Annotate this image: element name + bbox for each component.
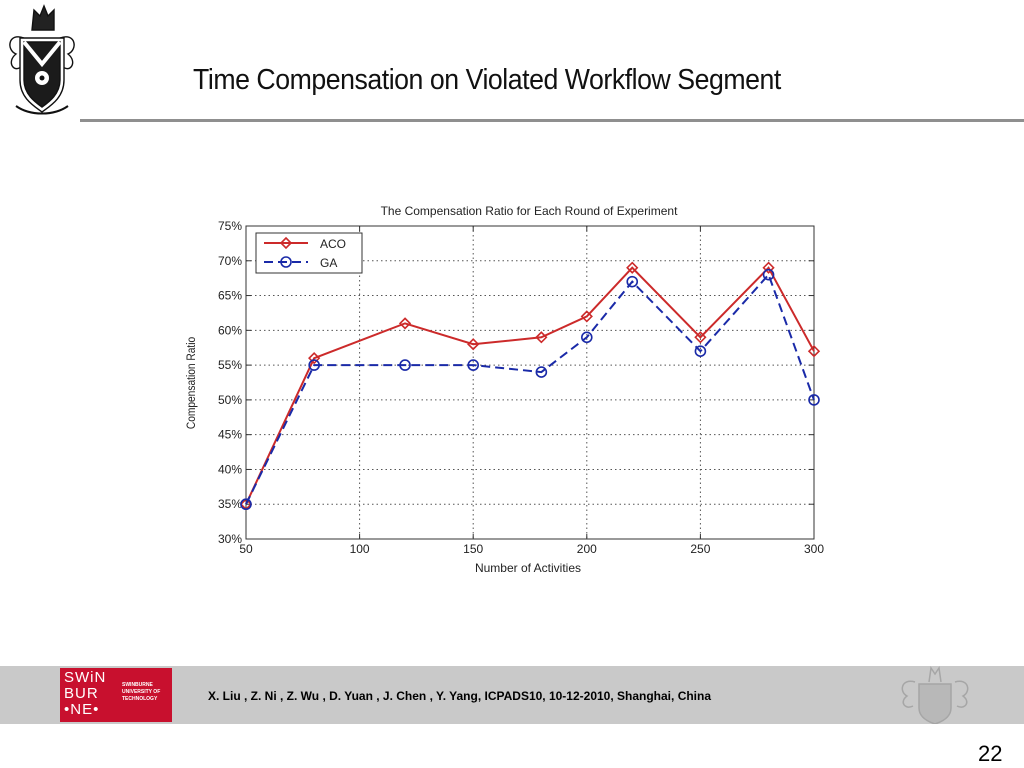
- y-tick-label: 60%: [217, 323, 242, 338]
- y-tick-label: 70%: [217, 253, 242, 268]
- logo-university-name: SWINBURNE UNIVERSITY OF TECHNOLOGY: [122, 682, 161, 702]
- y-tick-label: 45%: [217, 427, 242, 442]
- swinburne-logo: [60, 668, 172, 722]
- x-tick-label: 300: [803, 542, 825, 556]
- x-axis-label: Number of Activities: [474, 561, 582, 575]
- y-tick-label: 75%: [217, 219, 242, 233]
- series-aco: [241, 263, 819, 509]
- y-axis-label: Compensation Ratio: [185, 336, 199, 430]
- compensation-ratio-chart: [180, 198, 840, 582]
- series-line-aco: [246, 268, 814, 504]
- x-tick-label: 200: [576, 542, 597, 556]
- slide-title: Time Compensation on Violated Workflow Segment: [193, 64, 781, 96]
- y-tick-label: 50%: [217, 392, 242, 407]
- logo-wordmark: [64, 670, 106, 718]
- legend-label: GA: [320, 256, 338, 270]
- chart-legend: [256, 233, 362, 273]
- y-tick-label: 40%: [217, 462, 242, 477]
- y-tick-label: 35%: [217, 497, 242, 512]
- y-tick-label: 30%: [217, 532, 242, 546]
- x-tick-label: 150: [463, 542, 484, 556]
- faded-crest-icon: [895, 664, 975, 724]
- x-tick-label: 100: [349, 542, 370, 556]
- y-tick-label: 55%: [217, 358, 242, 373]
- citation-text: X. Liu , Z. Ni , Z. Wu , D. Yuan , J. Chen , Y. Yang, ICPADS10, 10-12-2010, Shanghai, China: [208, 689, 712, 703]
- series-layer: [241, 263, 819, 509]
- logo-line: SWiN: [64, 669, 107, 686]
- logo-line: •NE•: [64, 701, 100, 718]
- chart-title: The Compensation Ratio for Each Round of Experiment: [380, 204, 678, 218]
- title-divider: [80, 119, 1024, 122]
- university-crest-icon: [2, 2, 82, 120]
- x-tick-label: 50: [239, 542, 253, 556]
- page-number: 22: [978, 741, 1003, 766]
- x-axis-ticks: [239, 226, 824, 556]
- x-tick-label: 250: [690, 542, 711, 556]
- y-tick-label: 65%: [217, 288, 242, 303]
- legend-label: ACO: [320, 237, 347, 251]
- logo-line: BUR: [64, 685, 99, 702]
